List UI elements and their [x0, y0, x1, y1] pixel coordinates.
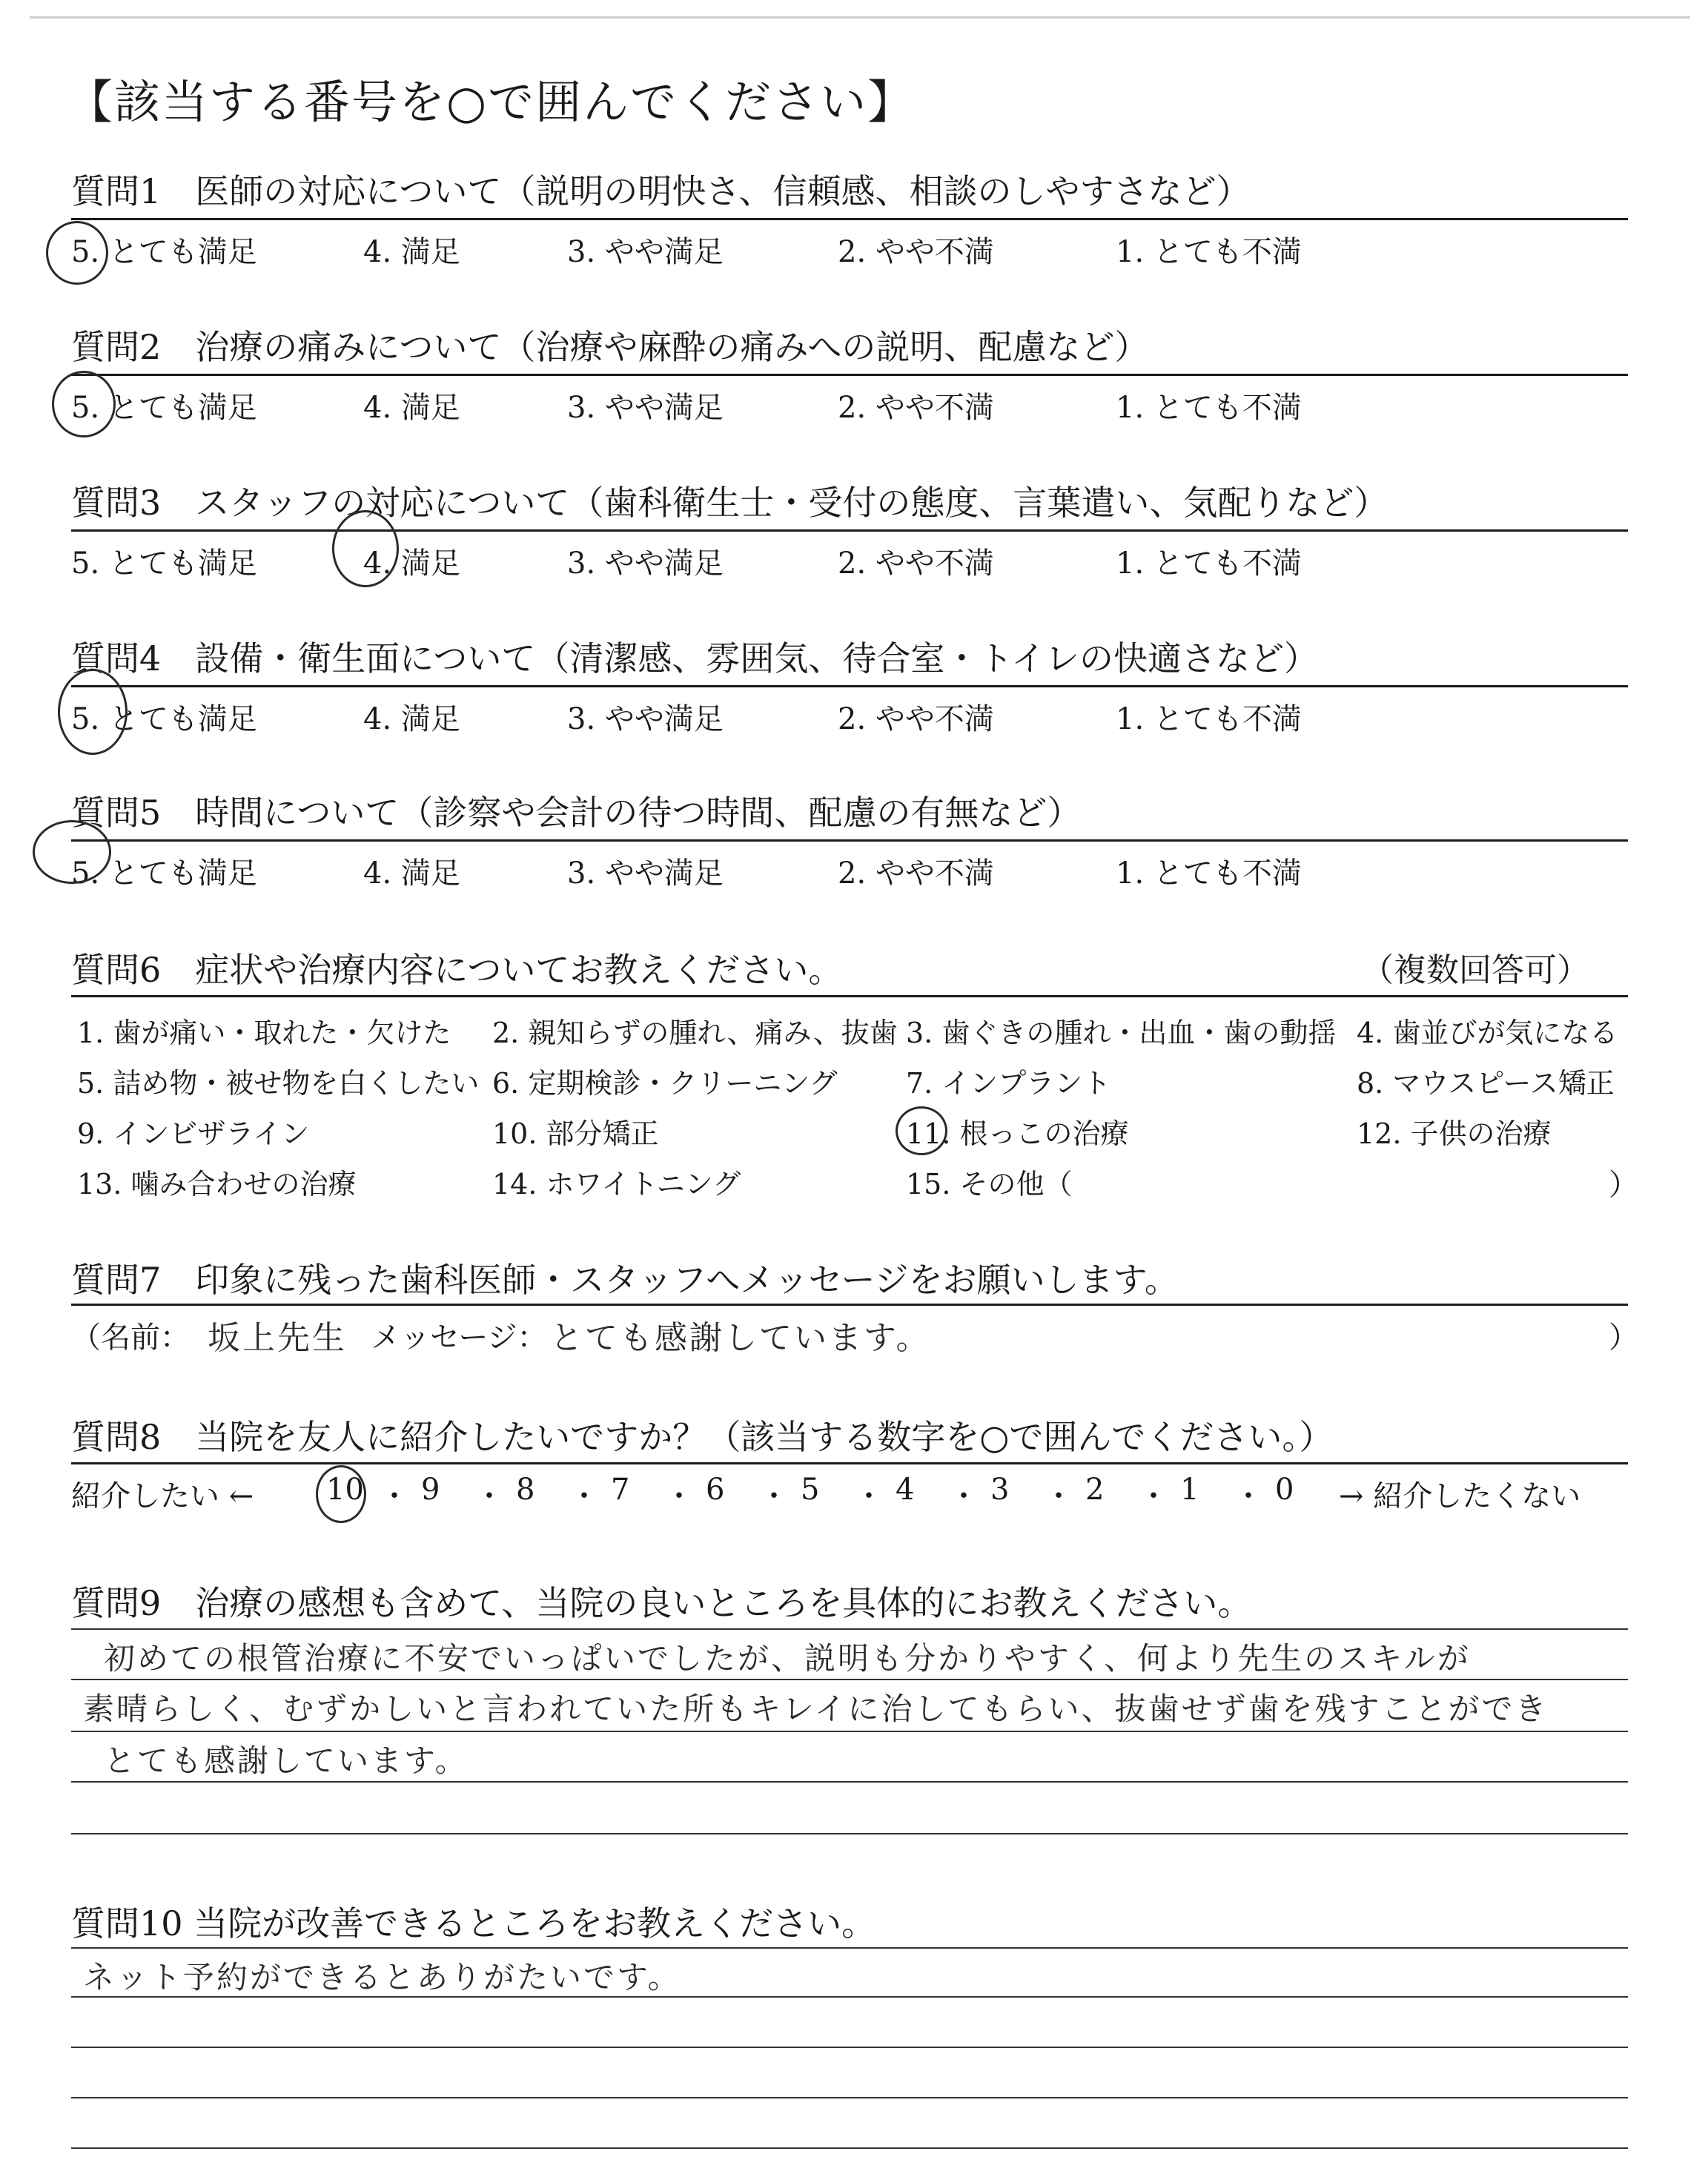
q7-message-value[interactable]: とても感謝しています。 [550, 1319, 931, 1357]
q6-rule [71, 995, 1628, 997]
q8-number-9[interactable]: 9 [421, 1473, 440, 1507]
q8-number-4[interactable]: 4 [896, 1473, 915, 1507]
q7-title: 質問7 印象に残った歯科医師・スタッフへメッセージをお願いします。 [71, 1260, 1179, 1300]
q5-option-5[interactable]: 5. とても満足 [71, 856, 257, 891]
q8-separator: ・ [1139, 1479, 1168, 1513]
q2-option-2[interactable]: 2. やや不満 [838, 391, 994, 425]
q6-multiple-note: （複数回答可） [1361, 951, 1589, 989]
q8-number-5[interactable]: 5 [801, 1473, 820, 1507]
q6-item-2[interactable]: 2. 親知らずの腫れ、痛み、抜歯 [492, 1017, 898, 1049]
q4-option-5[interactable]: 5. とても満足 [71, 702, 257, 736]
q1-option-3[interactable]: 3. やや満足 [567, 235, 724, 269]
q2-rule [71, 374, 1628, 376]
q4-title: 質問4 設備・衛生面について（清潔感、雰囲気、待合室・トイレの快適さなど） [71, 638, 1319, 678]
q8-number-6[interactable]: 6 [706, 1473, 725, 1507]
q10-line-4 [71, 2147, 1628, 2149]
q5-title: 質問5 時間について（診察や会計の待つ時間、配慮の有無など） [71, 793, 1082, 833]
q9-line-2 [71, 1731, 1628, 1732]
q9-answer-line-1[interactable]: 初めての根管治療に不安でいっぱいでしたが、説明も分かりやすく、何より先生のスキルが [104, 1640, 1471, 1677]
q10-line-3 [71, 2097, 1628, 2098]
q8-number-2[interactable]: 2 [1085, 1473, 1105, 1507]
q10-line-1 [71, 1996, 1628, 1998]
q6-item-15[interactable]: 15. その他（ [906, 1168, 1073, 1200]
q8-separator: ・ [949, 1479, 979, 1513]
q6-item-12[interactable]: 12. 子供の治療 [1357, 1117, 1552, 1150]
q8-number-8[interactable]: 8 [516, 1473, 535, 1507]
q3-option-2[interactable]: 2. やや不満 [838, 546, 994, 581]
q8-selection-circle [316, 1465, 366, 1523]
top-border [30, 16, 1690, 19]
q6-selection-circle [896, 1106, 947, 1155]
q9-line-0 [71, 1628, 1628, 1630]
q7-name-label: （名前： [71, 1321, 190, 1355]
q4-option-4[interactable]: 4. 満足 [363, 702, 460, 736]
q6-other-close: ） [1609, 1168, 1638, 1202]
q7-name-value[interactable]: 坂上先生 [208, 1319, 347, 1357]
q8-separator: ・ [569, 1479, 599, 1513]
q3-rule [71, 529, 1628, 532]
q8-title: 質問8 当院を友人に紹介したいですか？（該当する数字を○で囲んでください。） [71, 1417, 1334, 1457]
q1-option-1[interactable]: 1. とても不満 [1116, 235, 1302, 269]
q6-item-14[interactable]: 14. ホワイトニング [492, 1168, 741, 1200]
q9-line-1 [71, 1679, 1628, 1680]
q8-number-10[interactable]: 10 [326, 1473, 364, 1507]
q9-line-4 [71, 1833, 1628, 1834]
q4-rule [71, 685, 1628, 687]
q1-selection-circle [46, 221, 108, 285]
q3-title: 質問3 スタッフの対応について（歯科衛生士・受付の態度、言葉遣い、気配りなど） [71, 483, 1388, 523]
q6-item-3[interactable]: 3. 歯ぐきの腫れ・出血・歯の動揺 [906, 1017, 1337, 1049]
q1-option-4[interactable]: 4. 満足 [363, 235, 460, 269]
q6-item-11[interactable]: 11. 根っこの治療 [906, 1117, 1129, 1150]
q8-rule [71, 1462, 1628, 1464]
q8-right-label: → 紹介したくない [1339, 1479, 1581, 1513]
q6-item-6[interactable]: 6. 定期検診・クリーニング [492, 1067, 838, 1100]
q8-separator: ・ [759, 1479, 789, 1513]
q8-separator: ・ [664, 1479, 694, 1513]
q8-separator: ・ [474, 1479, 504, 1513]
q5-rule [71, 839, 1628, 842]
q4-option-3[interactable]: 3. やや満足 [567, 702, 724, 736]
q2-option-3[interactable]: 3. やや満足 [567, 391, 724, 425]
q8-left-label: 紹介したい ← [71, 1479, 254, 1513]
q6-title: 質問6 症状や治療内容についてお教えください。 [71, 950, 843, 990]
q8-separator: ・ [1234, 1479, 1263, 1513]
q5-option-3[interactable]: 3. やや満足 [567, 856, 724, 891]
q5-option-2[interactable]: 2. やや不満 [838, 856, 994, 891]
q3-selection-circle [332, 510, 399, 587]
q3-option-4[interactable]: 4. 満足 [363, 546, 460, 581]
q1-option-5[interactable]: 5. とても満足 [71, 235, 257, 269]
q10-answer-line-1[interactable]: ネット予約ができるとありがたいです。 [83, 1959, 681, 1995]
q6-item-4[interactable]: 4. 歯並びが気になる [1357, 1017, 1618, 1049]
q9-answer-line-3[interactable]: とても感謝しています。 [104, 1743, 469, 1779]
q3-option-1[interactable]: 1. とても不満 [1116, 546, 1302, 581]
q8-number-7[interactable]: 7 [611, 1473, 630, 1507]
q8-number-1[interactable]: 1 [1180, 1473, 1199, 1507]
q6-item-10[interactable]: 10. 部分矯正 [492, 1117, 659, 1150]
q6-item-9[interactable]: 9. インビザライン [77, 1117, 310, 1150]
q7-close-paren: ） [1609, 1321, 1638, 1355]
q4-option-2[interactable]: 2. やや不満 [838, 702, 994, 736]
q2-title: 質問2 治療の痛みについて（治療や麻酔の痛みへの説明、配慮など） [71, 327, 1149, 367]
q5-option-4[interactable]: 4. 満足 [363, 856, 460, 891]
q7-rule [71, 1304, 1628, 1306]
q9-line-3 [71, 1781, 1628, 1783]
q8-number-0[interactable]: 0 [1275, 1473, 1294, 1507]
q8-separator: ・ [380, 1479, 409, 1513]
q2-option-4[interactable]: 4. 満足 [363, 391, 460, 425]
q8-number-3[interactable]: 3 [990, 1473, 1010, 1507]
q2-option-1[interactable]: 1. とても不満 [1116, 391, 1302, 425]
q5-option-1[interactable]: 1. とても不満 [1116, 856, 1302, 891]
q1-rule [71, 218, 1628, 220]
q9-answer-line-2[interactable]: 素晴らしく、むずかしいと言われていた所もキレイに治してもらい、抜歯せず歯を残すことができ [83, 1691, 1549, 1727]
q8-separator: ・ [1044, 1479, 1073, 1513]
q2-selection-circle [52, 371, 116, 437]
q9-title: 質問9 治療の感想も含めて、当院の良いところを具体的にお教えください。 [71, 1583, 1252, 1623]
page-heading: 【該当する番号を○で囲んでください】 [67, 75, 916, 129]
q6-item-5[interactable]: 5. 詰め物・被せ物を白くしたい [77, 1067, 480, 1100]
q1-title: 質問1 医師の対応について（説明の明快さ、信頼感、相談のしやすさなど） [71, 171, 1251, 211]
q3-option-5[interactable]: 5. とても満足 [71, 546, 257, 581]
q10-title: 質問10 当院が改善できるところをお教えください。 [71, 1903, 876, 1943]
q4-option-1[interactable]: 1. とても不満 [1116, 702, 1302, 736]
q6-item-1[interactable]: 1. 歯が痛い・取れた・欠けた [77, 1017, 451, 1049]
q3-option-3[interactable]: 3. やや満足 [567, 546, 724, 581]
q5-selection-circle [33, 820, 111, 884]
q10-line-0 [71, 1947, 1628, 1949]
q8-separator: ・ [854, 1479, 884, 1513]
q6-item-7[interactable]: 7. インプラント [906, 1067, 1111, 1100]
q7-message-label: メッセージ： [371, 1321, 547, 1355]
q6-item-13[interactable]: 13. 噛み合わせの治療 [77, 1168, 357, 1200]
q10-line-2 [71, 2047, 1628, 2048]
q4-selection-circle [58, 669, 128, 755]
q1-option-2[interactable]: 2. やや不満 [838, 235, 994, 269]
q2-option-5[interactable]: 5. とても満足 [71, 391, 257, 425]
q6-item-8[interactable]: 8. マウスピース矯正 [1357, 1067, 1615, 1100]
